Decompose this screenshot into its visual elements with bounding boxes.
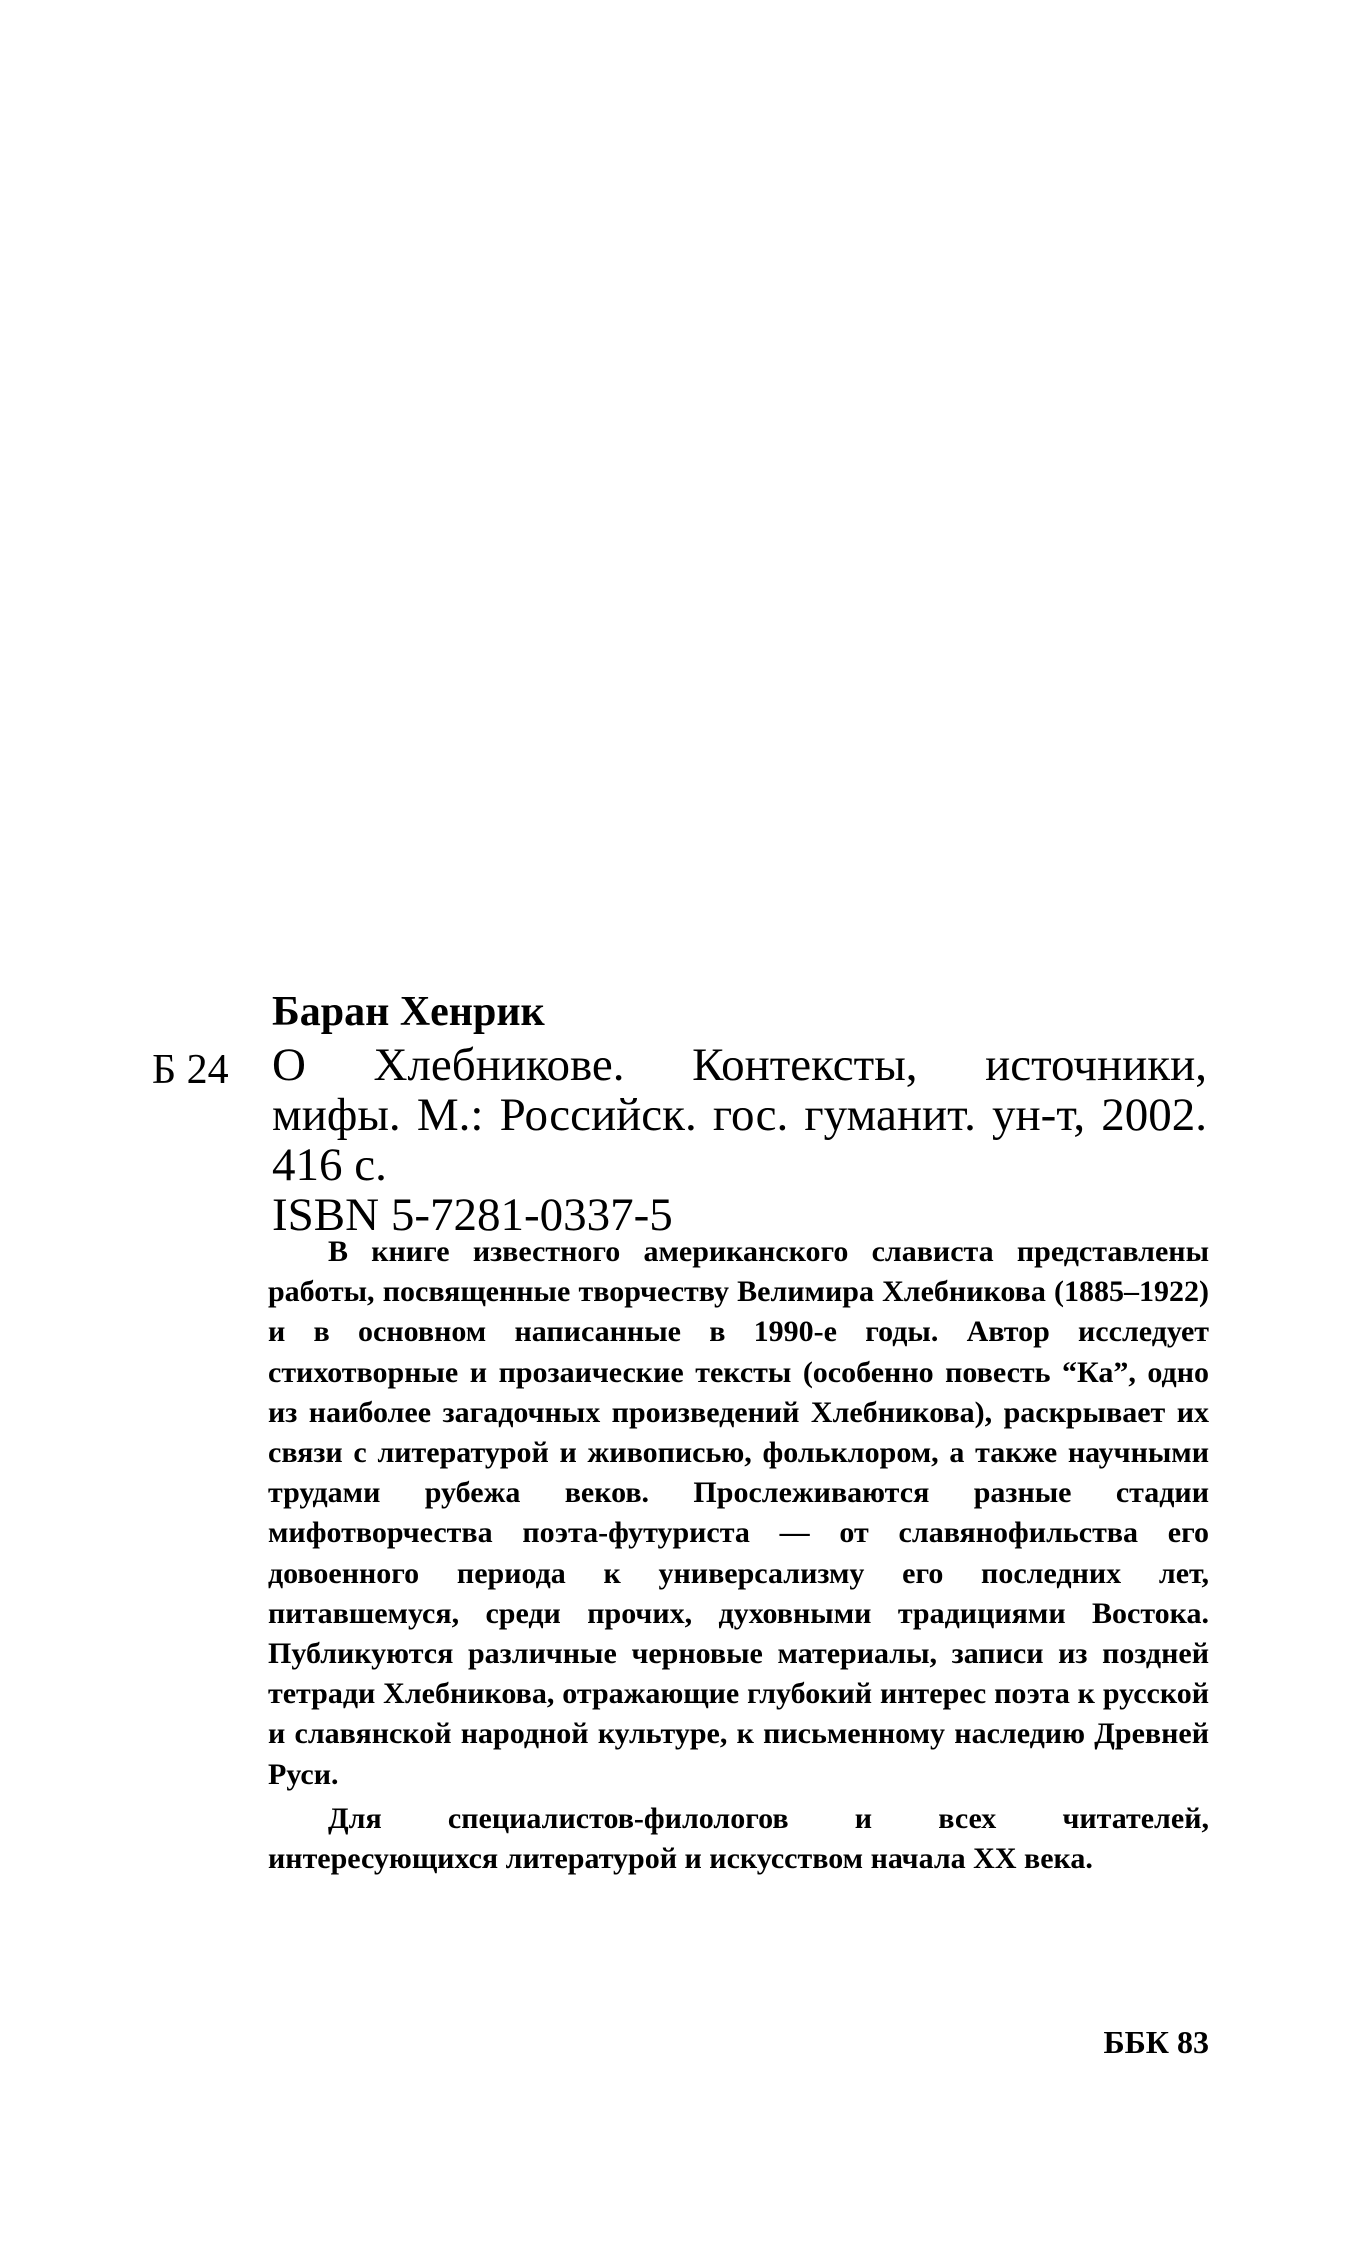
imprint-word: гуманит. (804, 1089, 976, 1141)
bbk-classification: ББК 83 (1103, 2024, 1209, 2060)
title-word: Хлебникове. (373, 1039, 625, 1091)
bibliographic-entry (272, 1040, 1207, 1240)
isbn: ISBN 5-7281-0337-5 (272, 1189, 673, 1241)
title-word: О (272, 1039, 306, 1091)
imprint-word: 2002. (1101, 1089, 1207, 1141)
abstract-paragraph-2: Для специалистов-филологов и всех читателей, интересующихся литературой и искусством начала XX века. (268, 1801, 1209, 1876)
title-line-1 (272, 1040, 1207, 1090)
title-word: источники, (985, 1039, 1207, 1091)
page-count: 416 с. (272, 1139, 387, 1191)
imprint-word: гос. (712, 1089, 789, 1141)
title-line-2 (272, 1090, 1207, 1140)
imprint-word: Российск. (499, 1089, 697, 1141)
library-index: Б 24 (152, 1047, 229, 1093)
abstract-paragraph-1: В книге известного американского слависта представлены работы, посвященные творчеству Велимира Хлебникова (1885–1922) и в основном написанные в 1990-е годы. Автор исследует стихотворные и прозаические тексты (особенно повесть “Ка”, одно из наиболее загадочных произведений Хлебникова), раскрывает их связи с литературой и живописью, фольклором, а также научными трудами рубежа веков. Прослеживаются разные стадии мифотворчества поэта-футуриста — от славянофильства его довоенного периода к универсализму его последних лет, питавшемуся, среди прочих, духовными традициями Востока. Публикуются различные черновые материалы, записи из поздней тетради Хлебникова, отражающие глубокий интерес поэта к русской и славянской народной культуре, к письменному наследию Древней Руси. (268, 1235, 1209, 1791)
title-word: Контексты, (692, 1039, 918, 1091)
imprint-word: М.: (416, 1089, 484, 1141)
imprint-word: мифы. (272, 1089, 401, 1141)
author-name: Баран Хенрик (272, 989, 545, 1035)
imprint-word: ун-т, (992, 1089, 1086, 1141)
abstract (268, 1232, 1209, 1879)
